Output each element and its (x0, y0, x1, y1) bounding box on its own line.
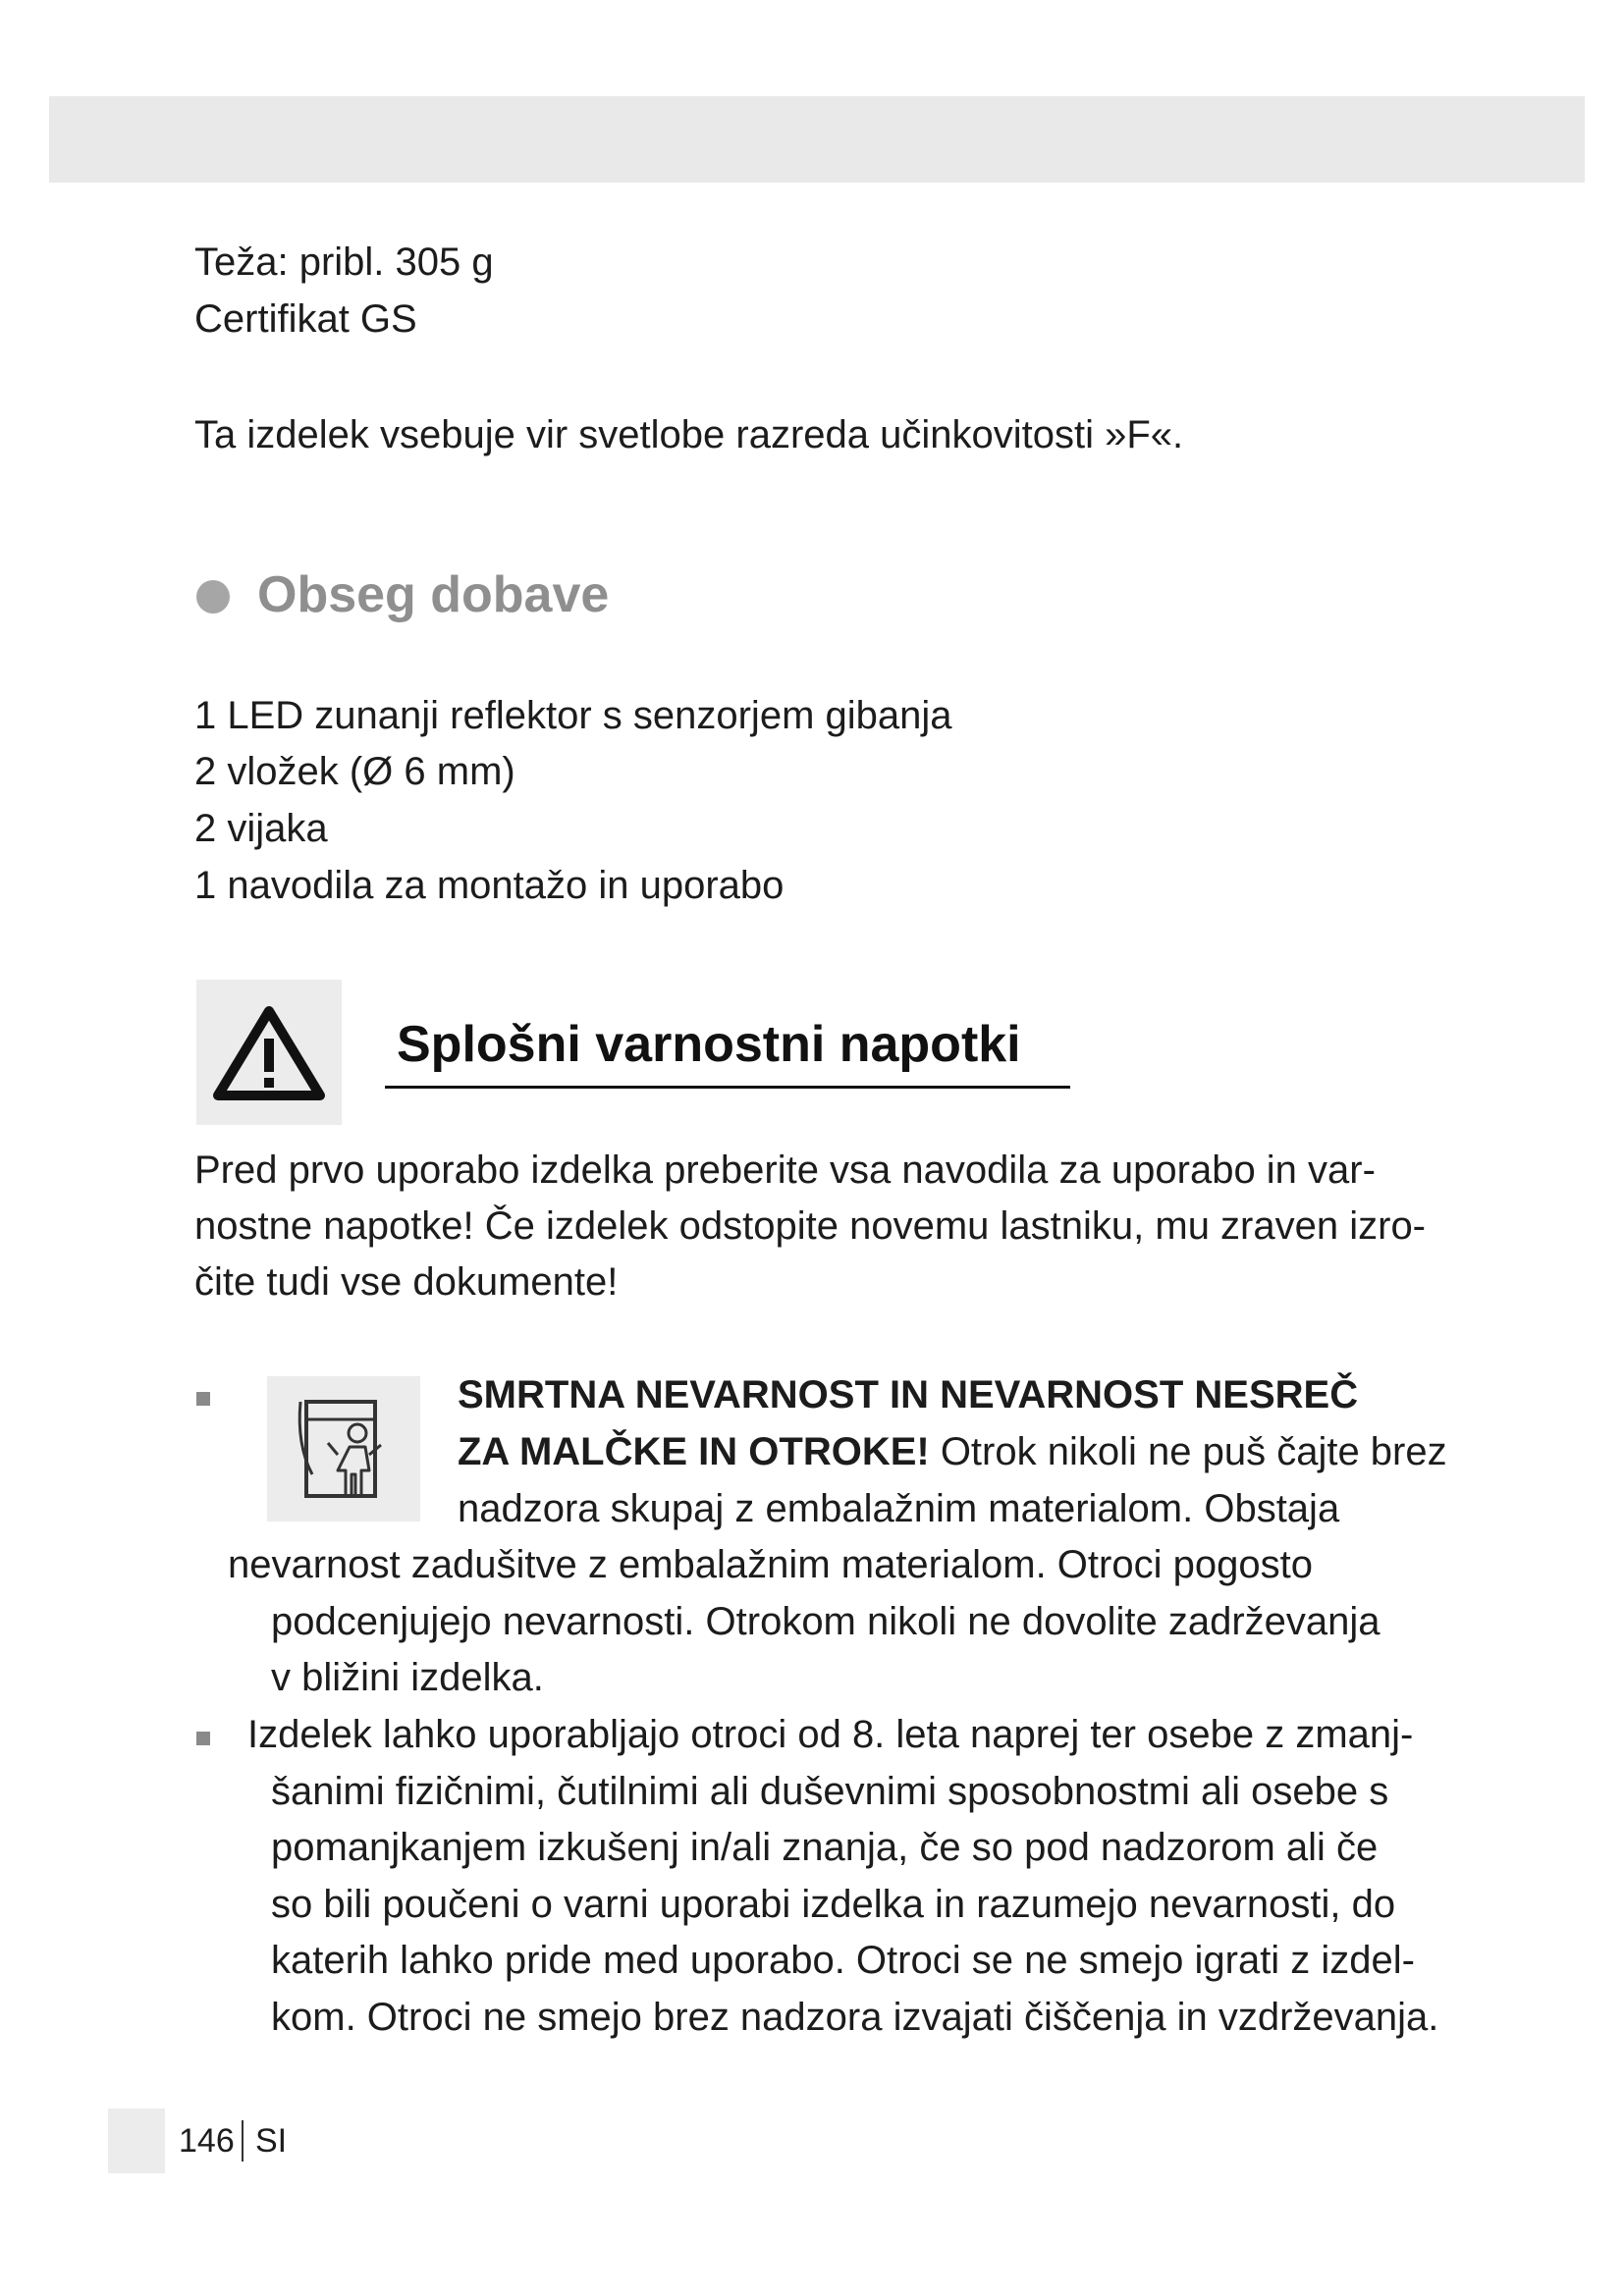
children-item-line: pomanjkanjem izkušenj in/ali znanja, če so pod nadzorom ali če (271, 1826, 1379, 1869)
scope-item: 1 navodila za montažo in uporabo (194, 864, 785, 907)
scope-title: Obseg dobave (257, 566, 610, 623)
child-danger-icon (267, 1376, 420, 1522)
safety-intro-line: čite tudi vse dokumente! (194, 1260, 619, 1304)
safety-intro-line: nostne napotke! Če izdelek odstopite novemu lastniku, mu zraven izro- (194, 1204, 1427, 1248)
certificate-text: Certifikat GS (194, 297, 417, 341)
safety-intro-line: Pred prvo uporabo izdelka preberite vsa navodila za uporabo in var- (194, 1148, 1376, 1192)
energy-class-text: Ta izdelek vsebuje vir svetlobe razreda učinkovitosti »F«. (194, 413, 1184, 456)
scope-item: 2 vložek (Ø 6 mm) (194, 750, 515, 793)
list-bullet-icon (196, 1392, 210, 1406)
warning-heading: SMRTNA NEVARNOST IN NEVARNOST NESREČ (458, 1373, 1359, 1416)
footer-separator (242, 2120, 244, 2162)
list-bullet-icon (196, 1732, 210, 1745)
section-bullet-icon (196, 580, 230, 614)
warning-line: v bližini izdelka. (271, 1656, 544, 1699)
children-item-line: šanimi fizičnimi, čutilnimi ali duševnimi sposobnostmi ali osebe s (271, 1770, 1389, 1813)
header-bar (49, 96, 1585, 183)
title-underline (385, 1086, 1070, 1089)
weight-text: Teža: pribl. 305 g (194, 240, 494, 284)
warning-heading-line2: ZA MALČKE IN OTROKE! Otrok nikoli ne puš čajte brez (458, 1430, 1447, 1473)
warning-triangle-icon (196, 980, 342, 1125)
children-item-line: Izdelek lahko uporabljajo otroci od 8. leta naprej ter osebe z zmanj- (247, 1713, 1414, 1756)
safety-title: Splošni varnostni napotki (397, 1016, 1021, 1073)
footer-box (108, 2109, 165, 2173)
children-item-line: katerih lahko pride med uporabo. Otroci se ne smejo igrati z izdel- (271, 1939, 1415, 1982)
scope-item: 1 LED zunanji reflektor s senzorjem gibanja (194, 694, 952, 737)
warning-line: podcenjujejo nevarnosti. Otrokom nikoli ne dovolite zadrževanja (271, 1600, 1380, 1643)
children-item-line: so bili poučeni o varni uporabi izdelka in razumejo nevarnosti, do (271, 1883, 1396, 1926)
language-code: SI (255, 2122, 288, 2160)
children-item-line: kom. Otroci ne smejo brez nadzora izvajati čiščenja in vzdrževanja. (271, 1996, 1439, 2039)
page-number: 146 (179, 2122, 235, 2160)
scope-item: 2 vijaka (194, 807, 328, 850)
warning-line: nadzora skupaj z embalažnim materialom. Obstaja (458, 1487, 1340, 1530)
warning-line: nevarnost zadušitve z embalažnim materialom. Otroci pogosto (228, 1543, 1313, 1586)
